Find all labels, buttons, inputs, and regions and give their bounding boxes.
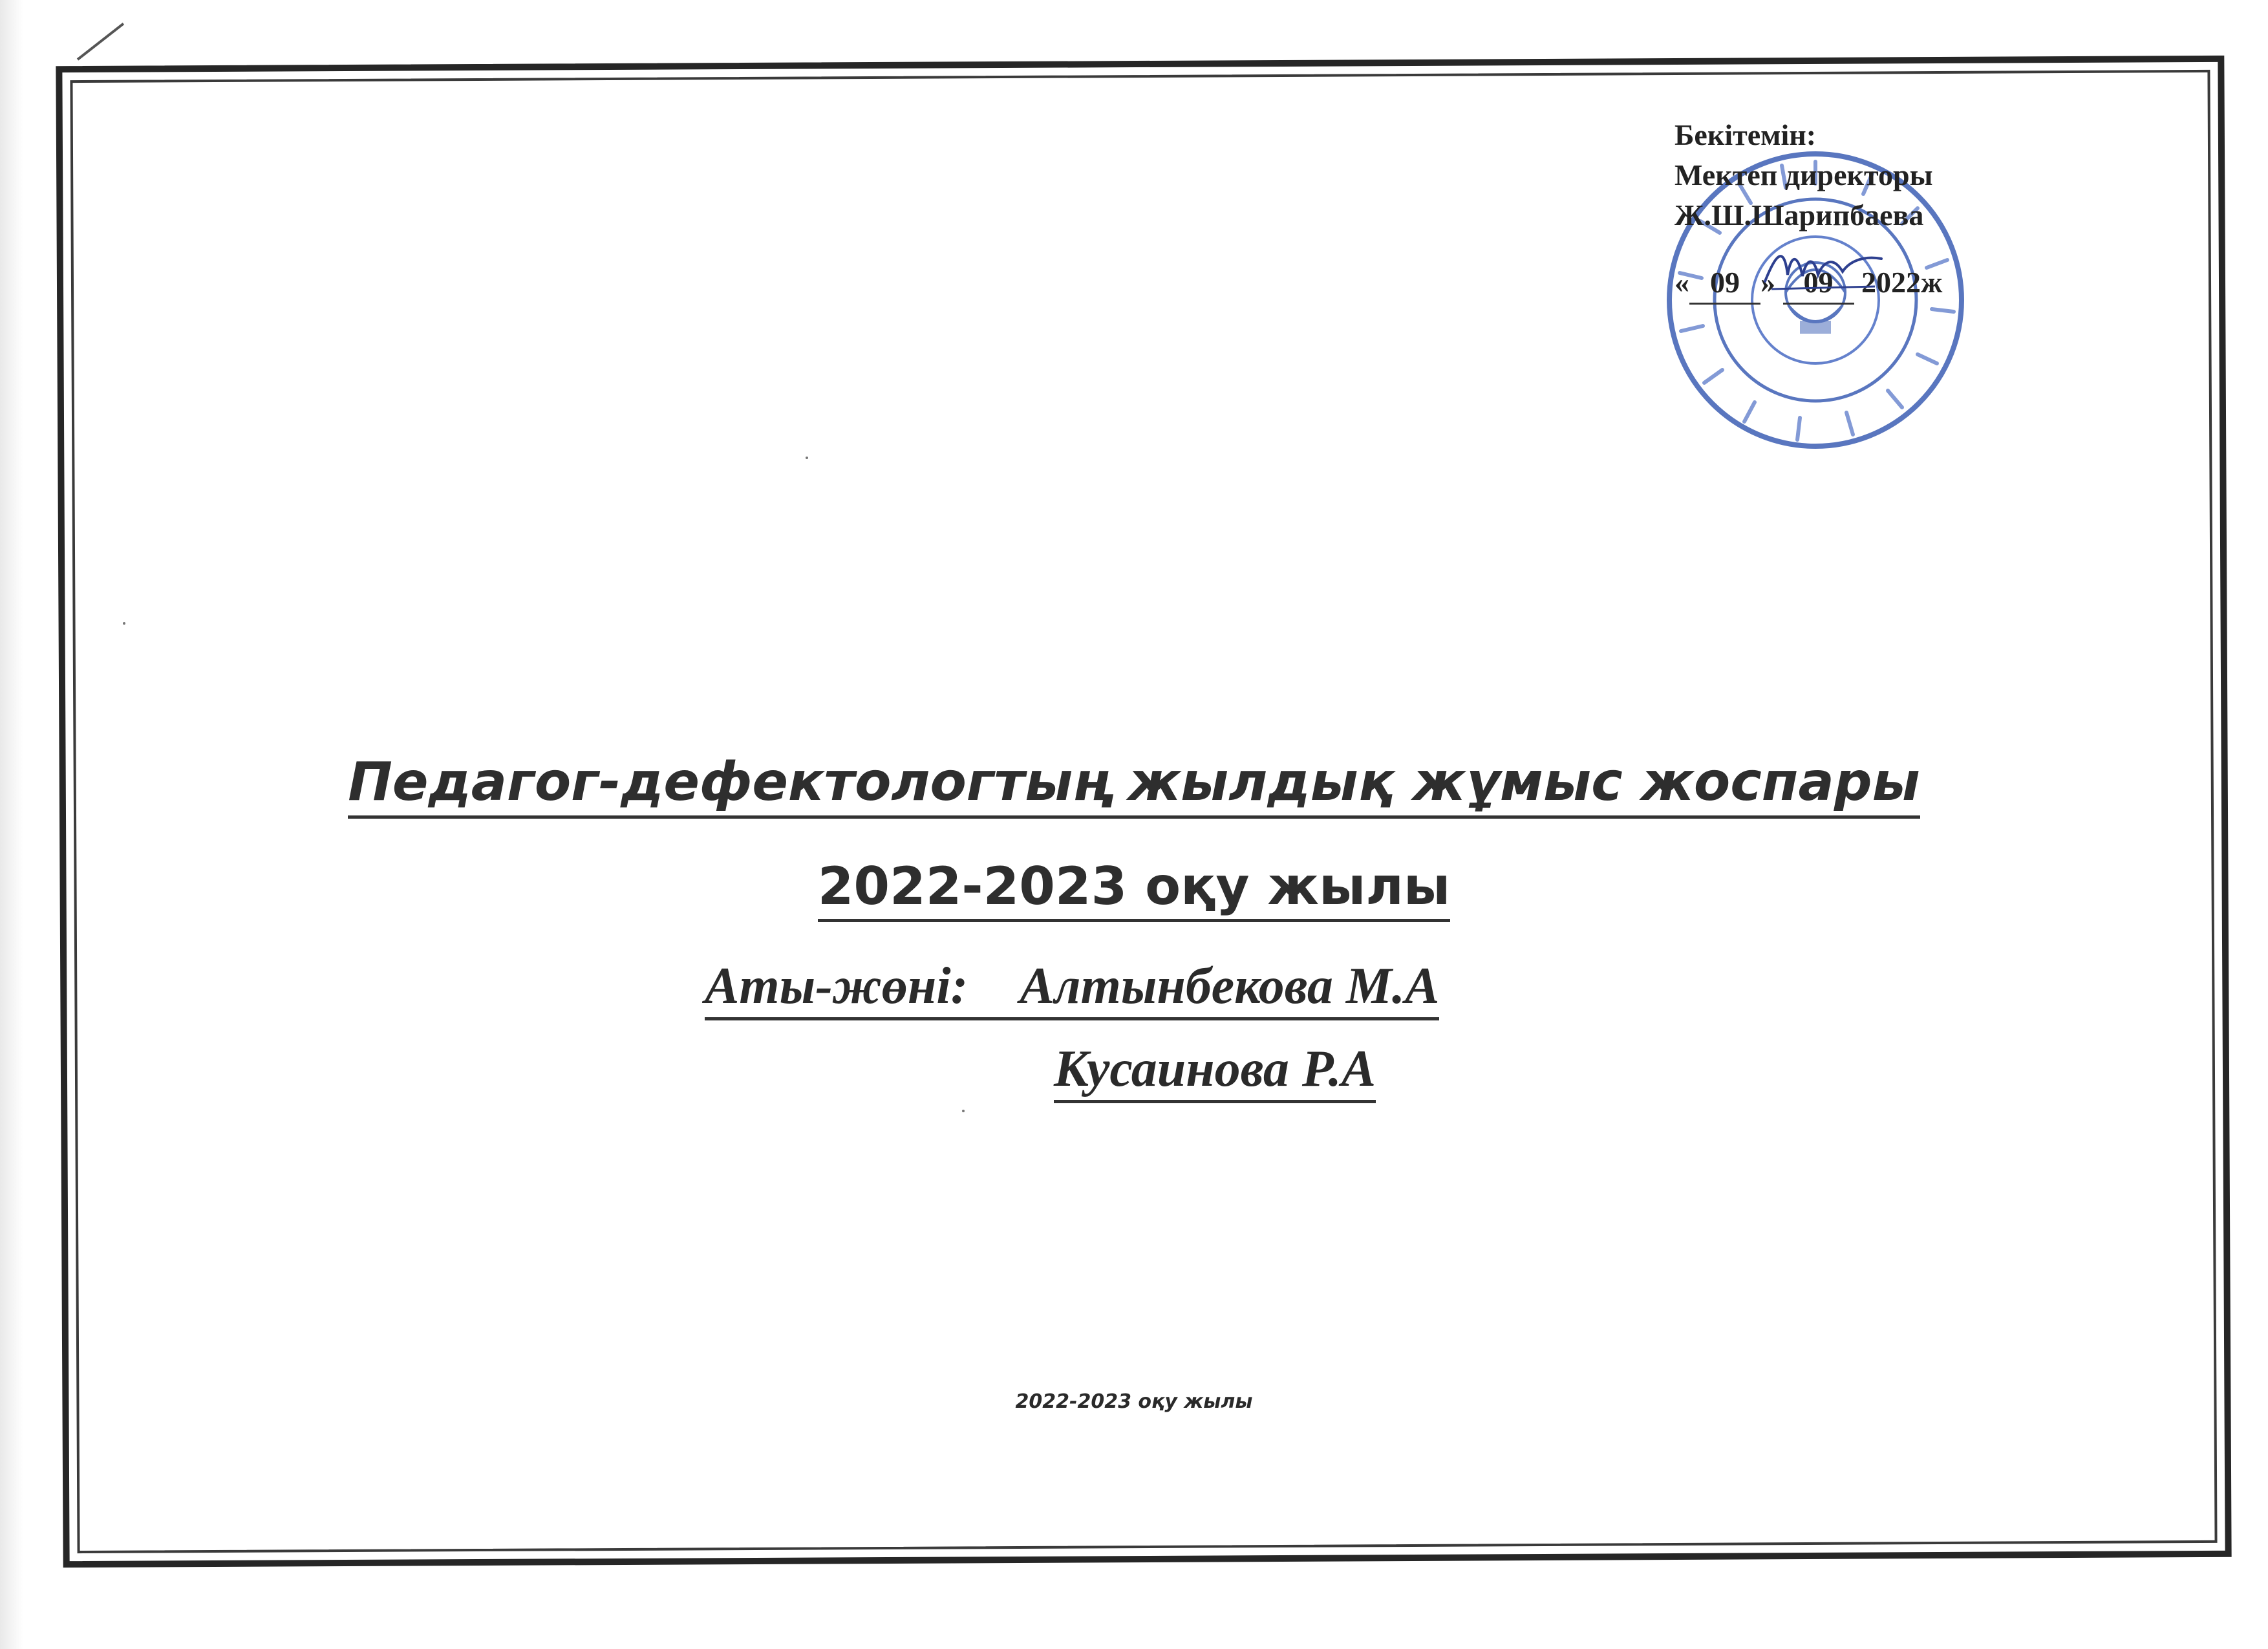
scan-speck [123, 622, 125, 625]
handwritten-signature [1759, 236, 1888, 301]
authors-block [705, 957, 1439, 1123]
author-line-1 [705, 957, 1439, 1040]
approval-label: Бекітемін: [1674, 118, 1817, 151]
footer-year: 2022-2023 оқу жылы [1015, 1390, 1253, 1413]
approval-director: Ж.Ш.Шарипбаева [1674, 199, 1924, 232]
author-line-2 [705, 1040, 1439, 1123]
date-day: 09 [1689, 263, 1760, 305]
scan-speck [806, 457, 808, 459]
academic-year-heading [0, 856, 2268, 916]
scan-corner-mark [77, 23, 124, 61]
document-title-text: Педагог-дефектологтың жылдық жұмыс жоспары [348, 751, 1920, 819]
date-year: 2022ж [1861, 266, 1943, 299]
author-1: Алтынбекова М.А [1020, 958, 1440, 1015]
approval-position: Мектеп директоры [1674, 158, 1933, 191]
scan-speck [962, 1110, 965, 1112]
academic-year-text: 2022-2023 оқу жылы [818, 856, 1451, 922]
date-quote-close: » [1760, 266, 1775, 299]
date-quote-open: « [1674, 266, 1689, 299]
date-month: 09 [1783, 263, 1854, 305]
document-title [0, 751, 2268, 813]
author-2: Кусаинова Р.А [1054, 1040, 1376, 1103]
name-label: Аты-жөні: [705, 958, 968, 1015]
